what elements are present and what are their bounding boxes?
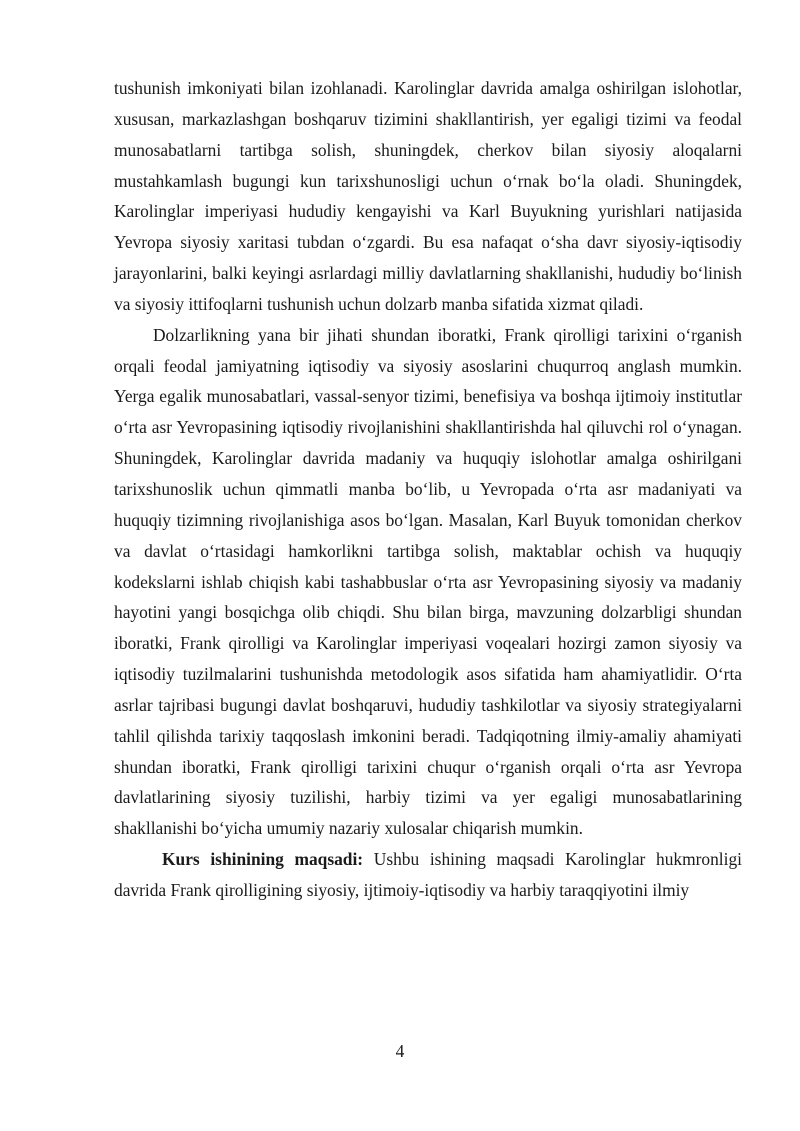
paragraph-course-goal	[114, 844, 742, 906]
course-goal-text: Ushbu ishining maqsadi Karolinglar hukmronligi davrida Frank qirolligining siyosiy, ijtimoiy-iqtisodiy va harbiy taraqqiyotini ilmiy	[114, 849, 742, 900]
course-goal-heading: Kurs ishinining maqsadi:	[162, 849, 364, 870]
paragraph-relevance: Dolzarlikning yana bir jihati shundan iboratki, Frank qirolligi tarixini o‘rganish orqali feodal jamiyatning iqtisodiy va siyosiy asoslarini chuqurroq anglash mumkin. Yerga egalik munosabatlari, vassal-senyor tizimi, benefisiya va boshqa ijtimoiy institutlar o‘rta asr Yevropasining iqtisodiy rivojlanishini shakllantirishda hal qiluvchi rol o‘ynagan. Shuningdek, Karolinglar davrida madaniy va huquqiy islohotlar amalga oshirilgani tarixshunoslik uchun qimmatli manba bo‘lib, u Yevropada o‘rta asr madaniyati va huquqiy tizimning rivojlanishiga asos bo‘lgan. Masalan, Karl Buyuk tomonidan cherkov va davlat o‘rtasidagi hamkorlikni tartibga solish, maktablar ochish va huquqiy kodekslarni ishlab chiqish kabi tashabbuslar o‘rta asr Yevropasining siyosiy va madaniy hayotini yangi bosqichga olib chiqdi. Shu bilan birga, mavzuning dolzarbligi shundan iboratki, Frank qirolligi va Karolinglar imperiyasi voqealari hozirgi zamon siyosiy va iqtisodiy tuzilmalarini tushunishda metodologik asos sifatida ham ahamiyatlidir. O‘rta asrlar tajribasi bugungi davlat boshqaruvi, hududiy tashkilotlar va siyosiy strategiyalarni tahlil qilishda tarixiy taqqoslash imkonini beradi. Tadqiqotning ilmiy-amaliy ahamiyati shundan iboratki, Frank qirolligi tarixini chuqur o‘rganish orqali o‘rta asr Yevropa davlatlarining siyosiy tuzilishi, harbiy tizimi va yer egaligi munosabatlarining shakllanishi bo‘yicha umumiy nazariy xulosalar chiqarish mumkin.	[114, 324, 742, 839]
page-number: 4	[395, 1041, 405, 1061]
paragraph-continuation: tushunish imkoniyati bilan izohlanadi. Karolinglar davrida amalga oshirilgan islohotlar, xususan, markazlashgan boshqaruv tizimini shakllantirish, yer egaligi tizimi va feodal munosabatlarni tartibga solish, shuningdek, cherkov bilan siyosiy aloqalarni mustahkamlash bugungi kun tarixshunosligi uchun o‘rnak bo‘la oladi. Shuningdek, Karolinglar imperiyasi hududiy kengayishi va Karl Buyukning yurishlari natijasida Yevropa siyosiy xaritasi tubdan o‘zgardi. Bu esa nafaqat o‘sha davr siyosiy-iqtisodiy jarayonlarini, balki keyingi asrlardagi milliy davlatlarning shakllanishi, hududiy bo‘linish va siyosiy ittifoqlarni tushunish uchun dolzarb manba sifatida xizmat qiladi.	[114, 78, 742, 314]
body-text	[114, 73, 742, 906]
